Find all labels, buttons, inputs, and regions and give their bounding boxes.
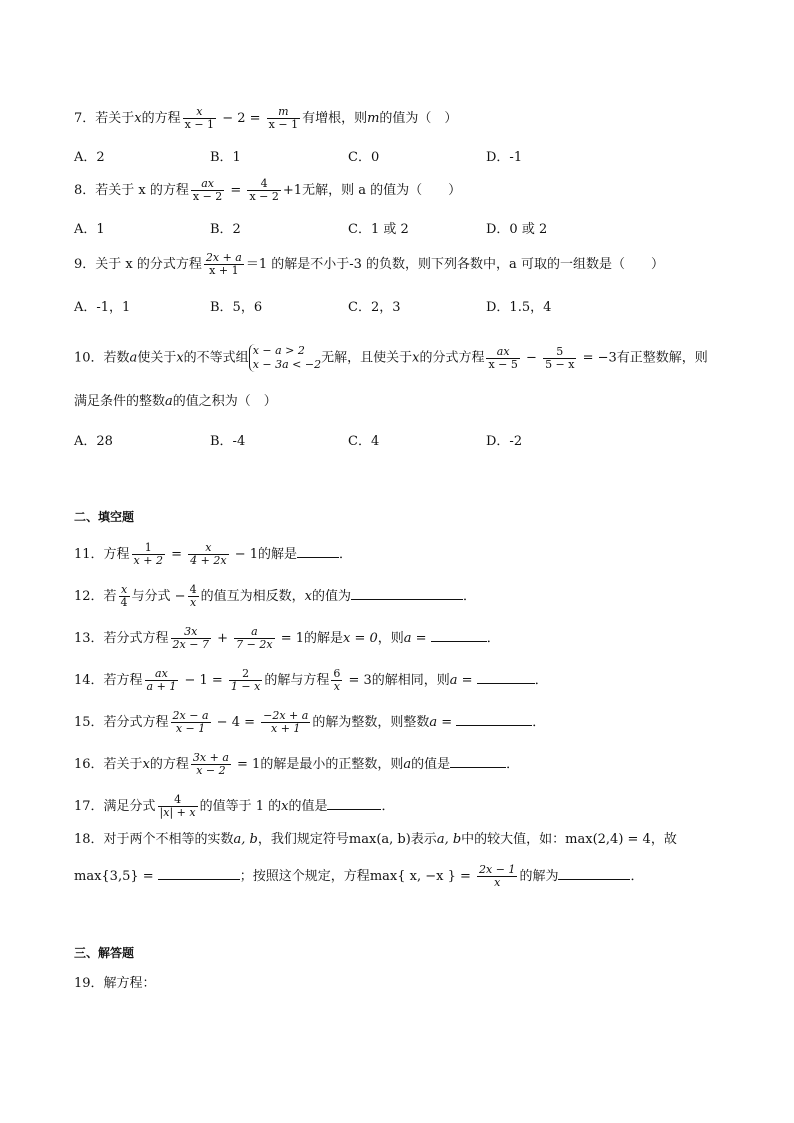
question-14: 14．若方程 $\frac{ax}{a + 1}$ − 1 = $\frac{2}{1 - x}$ 的解与方程 $\frac{6}{x}$ = 3的解相同，则a = ． bbox=[74, 667, 548, 693]
q8-option-a: A．1 bbox=[74, 222, 105, 237]
fraction: $\frac{a}{7 - 2x}$ bbox=[236, 625, 273, 651]
q7-option-d: D．-1 bbox=[486, 150, 523, 165]
fraction: $\frac{1}{x + 2}$ bbox=[133, 541, 163, 567]
fraction: $\frac{4}{x}$ bbox=[189, 583, 197, 609]
q7-option-a: A．2 bbox=[74, 150, 105, 165]
question-12: 12．若 $\frac{x}{4}$ 与分式 − $\frac{4}{x}$ 的值互为相反数，x的值为 ． bbox=[74, 583, 476, 609]
question-18: 18．对于两个不相等的实数a, b，我们规定符号max(a, b)表示a, b中的较大值，如：max(2,4) = 4，故 bbox=[74, 832, 677, 847]
fraction: $\frac{3x}{2x - 7}$ bbox=[172, 625, 209, 651]
q10-option-b: B．-4 bbox=[210, 434, 246, 449]
fraction: $\frac{m}{x - 1}$ bbox=[268, 105, 299, 131]
question-11: 11．方程 $\frac{1}{x + 2}$ = $\frac{x}{4 + 2x}$ − 1的解是 ． bbox=[74, 541, 353, 567]
inequality-system: x − a > 2 x − 3a < −2 bbox=[249, 344, 321, 372]
fraction: $\frac{2x - 1}{x}$ bbox=[479, 863, 516, 889]
section-title-fill-blank: 二、填空题 bbox=[74, 510, 135, 524]
question-7: 7．若关于x的方程 $\frac{x}{x - 1}$ − 2 = $\frac{m}{x - 1}$ 有增根，则m的值为（ ） bbox=[74, 105, 458, 131]
question-15: 15．若分式方程 $\frac{2x - a}{x - 1}$ − 4 = $\frac{-2x + a}{x + 1}$ 的解为整数，则整数a = ． bbox=[74, 709, 546, 735]
fraction: $\frac{ax}{x - 5}$ bbox=[488, 344, 518, 371]
fraction: $\frac{x}{4 + 2x}$ bbox=[190, 541, 227, 567]
q9-option-b: B．5，6 bbox=[210, 300, 263, 315]
answer-blank[interactable] bbox=[431, 629, 487, 642]
question-17: 17．满足分式 $\frac{4}{|x| + x}$ 的值等于 1 的x的值是 ． bbox=[74, 793, 395, 819]
q10-option-c: C．4 bbox=[348, 434, 380, 449]
fraction: $\frac{x}{4}$ bbox=[120, 583, 128, 609]
answer-blank[interactable] bbox=[327, 797, 381, 810]
fraction: $\frac{4}{|x| + x}$ bbox=[159, 793, 196, 819]
fraction: $\frac{2}{1 - x}$ bbox=[230, 667, 261, 693]
question-8: 8．若关于 x 的方程 $\frac{ax}{x - 2}$ = $\frac{4}{x - 2}$ +1无解，则 a 的值为（ ） bbox=[74, 177, 462, 203]
answer-blank[interactable] bbox=[477, 671, 535, 684]
q9-option-a: A．-1，1 bbox=[74, 300, 131, 315]
fraction: $\frac{x}{x - 1}$ bbox=[184, 105, 215, 131]
question-9: 9．关于 x 的分式方程 $\frac{2x + a}{x + 1}$ ＝1 的解是不小于-3 的负数，则下列各数中，a 可取的一组数是（ ） bbox=[74, 251, 664, 277]
q10-option-d: D．-2 bbox=[486, 434, 523, 449]
q7-option-b: B．1 bbox=[210, 150, 241, 165]
question-10-line-2: 满足条件的整数a的值之积为（ ） bbox=[74, 394, 277, 409]
q10-option-a: A．28 bbox=[74, 434, 113, 449]
fraction: $\frac{2x + a}{x + 1}$ bbox=[205, 251, 242, 277]
answer-blank[interactable] bbox=[158, 867, 240, 880]
question-19: 19．解方程： bbox=[74, 976, 156, 991]
fraction: $\frac{4}{x - 2}$ bbox=[249, 177, 279, 203]
fraction: $\frac{5}{5 - x}$ bbox=[545, 344, 575, 371]
answer-blank[interactable] bbox=[456, 713, 532, 726]
q9-option-d: D．1.5，4 bbox=[486, 300, 552, 315]
answer-blank[interactable] bbox=[351, 587, 463, 600]
q8-option-d: D．0 或 2 bbox=[486, 222, 548, 237]
q9-option-c: C．2，3 bbox=[348, 300, 401, 315]
fraction: $\frac{ax}{x - 2}$ bbox=[192, 177, 223, 203]
question-13: 13．若分式方程 $\frac{3x}{2x - 7}$ + $\frac{a}{7 - 2x}$ = 1的解是x = 0，则a = ． bbox=[74, 625, 500, 651]
q8-option-c: C．1 或 2 bbox=[348, 222, 409, 237]
fraction: $\frac{2x - a}{x - 1}$ bbox=[172, 709, 209, 735]
q7-option-c: C．0 bbox=[348, 150, 380, 165]
question-10: 10．若数a使关于x的不等式组 x − a > 2 x − 3a < −2 无解，且使关于x的分式方程 $\frac{ax}{x - 5}$ − $\frac{5}{5 - x}$ = −3有正整数解，则 bbox=[74, 344, 708, 371]
question-16: 16．若关于x的方程 $\frac{3x + a}{x - 2}$ = 1的解是最小的正整数，则a的值是 ． bbox=[74, 751, 520, 777]
section-title-solve: 三、解答题 bbox=[74, 946, 135, 960]
answer-blank[interactable] bbox=[297, 545, 339, 558]
fraction: $\frac{-2x + a}{x + 1}$ bbox=[263, 709, 309, 735]
fraction: $\frac{3x + a}{x - 2}$ bbox=[192, 751, 229, 777]
answer-blank[interactable] bbox=[450, 755, 506, 768]
question-18-line-2: max{3,5} = ；按照这个规定，方程max{ x, −x } = $\frac{2x - 1}{x}$ 的解为 ． bbox=[74, 863, 644, 889]
q8-option-b: B．2 bbox=[210, 222, 241, 237]
answer-blank[interactable] bbox=[558, 867, 630, 880]
fraction: $\frac{ax}{a + 1}$ bbox=[146, 667, 177, 693]
fraction: $\frac{6}{x}$ bbox=[333, 667, 341, 693]
